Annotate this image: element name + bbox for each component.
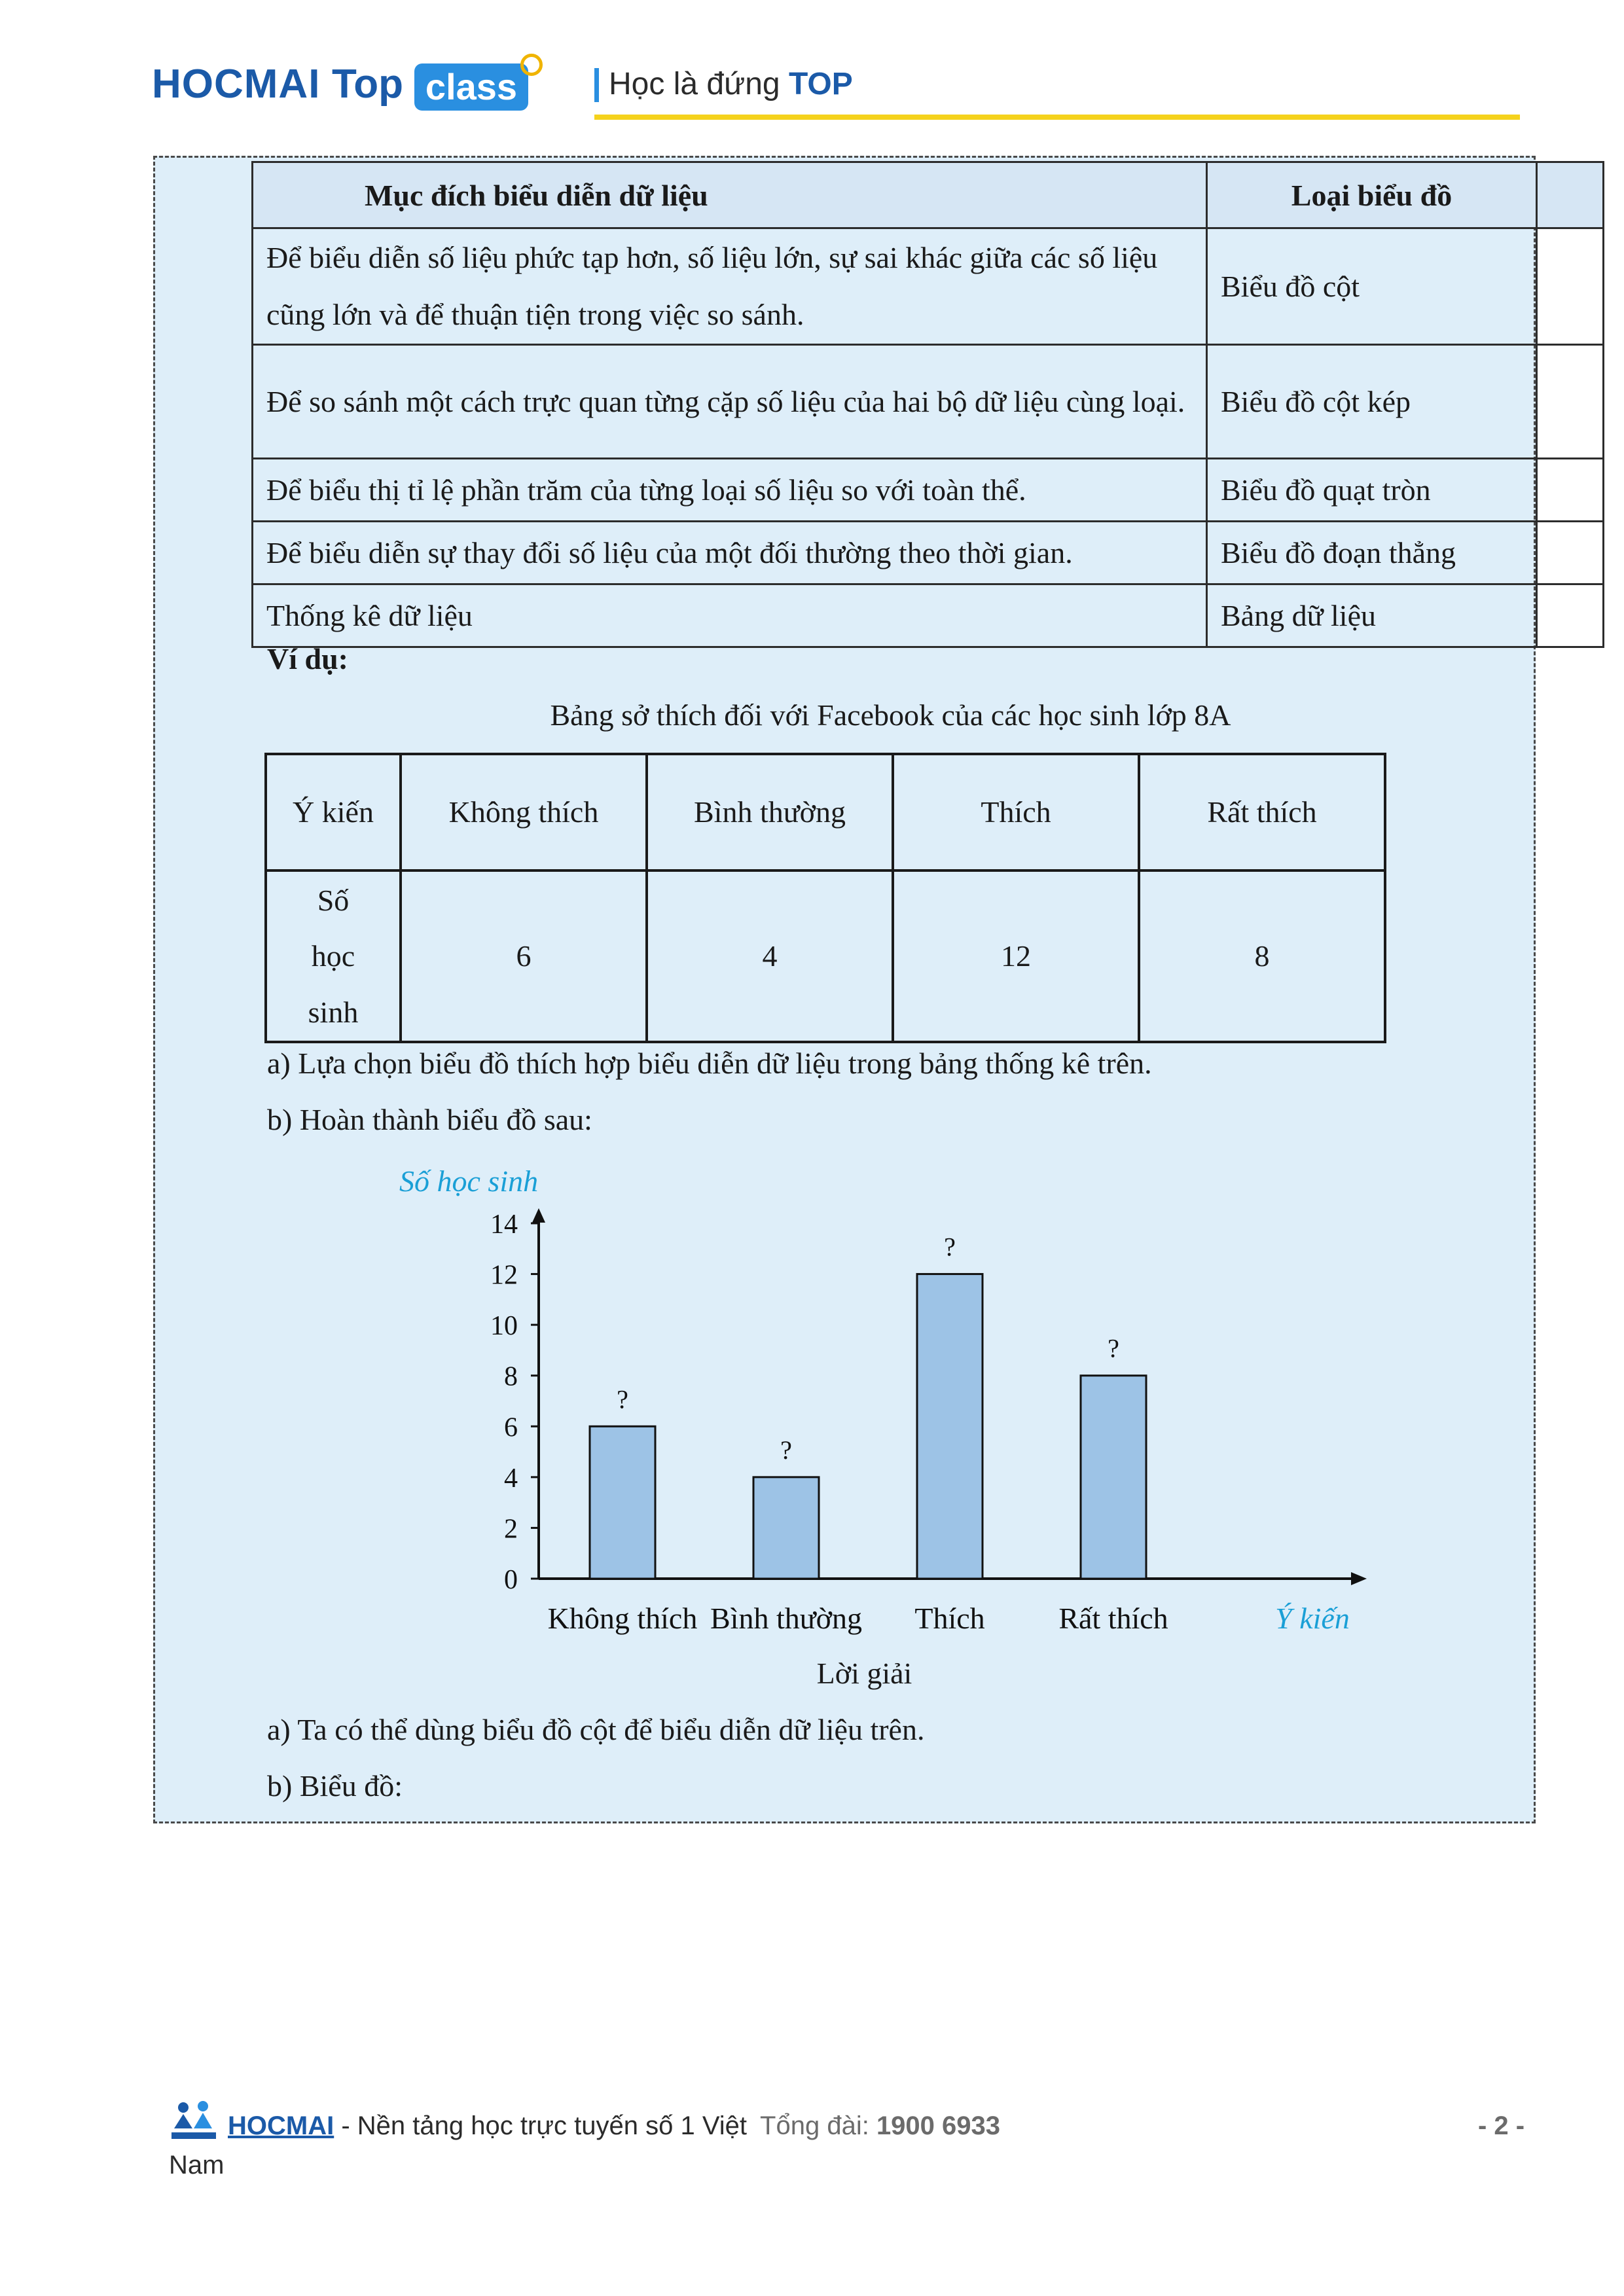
tagline-emphasis: TOP [788,67,853,101]
chart-type-cell: Biểu đồ quạt tròn [1207,458,1537,521]
opinion-cell: Rất thích [1139,754,1385,870]
x-axis-arrow [1351,1572,1367,1585]
footer-wrap-text: Nam [169,2151,225,2179]
table-row [253,458,1604,521]
table-extra-cell [1537,228,1604,345]
header-underline [594,115,1520,120]
y-axis-title: Số học sinh [399,1165,539,1198]
count-cell: 6 [401,870,647,1042]
opinion-cell: Thích [893,754,1139,870]
answer-b: b) Biểu đồ: [267,1769,403,1803]
header-chart-type: Loại biểu đồ [1207,162,1537,228]
bar-label: ? [617,1384,628,1414]
bar-label: ? [1108,1333,1119,1363]
table-row [253,521,1604,584]
table-row [253,584,1604,647]
y-tick-label: 12 [490,1260,518,1291]
purpose-cell: Để biểu diễn số liệu phức tạp hơn, số liệu lớn, sự sai khác giữa các số liệu cũng lớn và để thuận tiện trong việc so sánh. [253,228,1207,345]
table-extra-cell [1537,458,1604,521]
purpose-cell: Để so sánh một cách trực quan từng cặp số liệu của hai bộ dữ liệu cùng loại. [253,344,1207,458]
x-tick-label: Bình thường [710,1602,862,1635]
chart-type-cell: Biểu đồ cột kép [1207,344,1537,458]
footer-hotline [760,2111,1000,2140]
opinion-cell: Bình thường [647,754,893,870]
hotline-label: Tổng đài: [760,2111,876,2140]
chart-type-cell: Biểu đồ cột [1207,228,1537,345]
solution-title: Lời giải [816,1657,912,1690]
y-tick-label: 0 [504,1565,518,1595]
bar [1081,1376,1146,1579]
tagline [609,65,853,103]
y-tick-label: 6 [504,1412,518,1443]
table-extra-cell [1537,162,1604,228]
table-extra-cell [1537,584,1604,647]
question-a: a) Lựa chọn biểu đồ thích hợp biểu diễn dữ liệu trong bảng thống kê trên. [267,1047,1152,1080]
question-b: b) Hoàn thành biểu đồ sau: [267,1103,592,1136]
bar-chart [380,1165,1401,1662]
tagline-prefix: Học là đứng [609,67,789,101]
bar-label: ? [780,1435,792,1465]
answer-a: a) Ta có thể dùng biểu đồ cột để biểu diễn dữ liệu trên. [267,1713,925,1746]
purpose-table [251,161,1604,648]
y-tick-label: 10 [490,1311,518,1342]
bar-label: ? [944,1232,956,1262]
facebook-preference-table [264,753,1386,1043]
example-label: Ví dụ: [267,642,348,675]
footer-description: - Nền tảng học trực tuyến số 1 Việt [334,2111,748,2140]
logo-top: Top [332,62,404,107]
x-tick-label: Rất thích [1058,1602,1168,1635]
chart-type-cell: Bảng dữ liệu [1207,584,1537,647]
purpose-cell: Để biểu diễn sự thay đổi số liệu của một đối thường theo thời gian. [253,521,1207,584]
bar [917,1274,983,1579]
y-tick-label: 4 [504,1463,518,1494]
table-extra-cell [1537,344,1604,458]
tagline-divider [594,68,599,102]
table-extra-cell [1537,521,1604,584]
hotline-number: 1900 6933 [876,2111,1001,2140]
page-number: - 2 - [1478,2111,1525,2140]
table-row [253,228,1604,345]
purpose-cell: Thống kê dữ liệu [253,584,1207,647]
row-header-opinion: Ý kiến [266,754,401,870]
x-tick-label: Thích [914,1602,985,1635]
example-table-caption: Bảng sở thích đối với Facebook của các học sinh lớp 8A [550,698,1231,732]
x-tick-label: Không thích [547,1602,698,1635]
table-row [253,344,1604,458]
y-axis-arrow [532,1208,545,1223]
table-header-row [253,162,1604,228]
count-cell: 12 [893,870,1139,1042]
opinion-cell: Không thích [401,754,647,870]
bar [753,1477,819,1579]
logo-class-badge: class [414,63,528,111]
count-cell: 4 [647,870,893,1042]
bar [590,1426,655,1579]
table-row [266,754,1385,870]
y-tick-label: 14 [490,1210,518,1240]
footer-brand-link[interactable]: HOCMAI [228,2111,334,2140]
x-axis-title: Ý kiến [1275,1602,1350,1635]
sun-icon [520,54,543,76]
logo-hocmai: HOCMAI [152,62,321,107]
footer-text [228,2111,1000,2141]
row-header-student-count: Số học sinh [266,870,401,1042]
header-purpose: Mục đích biểu diễn dữ liệu [253,162,1207,228]
count-cell: 8 [1139,870,1385,1042]
chart-type-cell: Biểu đồ đoạn thẳng [1207,521,1537,584]
y-tick-label: 2 [504,1514,518,1545]
hocmai-people-icon [169,2100,221,2145]
purpose-cell: Để biểu thị tỉ lệ phần trăm của từng loại số liệu so với toàn thể. [253,458,1207,521]
table-row [266,870,1385,1042]
y-tick-label: 8 [504,1361,518,1392]
